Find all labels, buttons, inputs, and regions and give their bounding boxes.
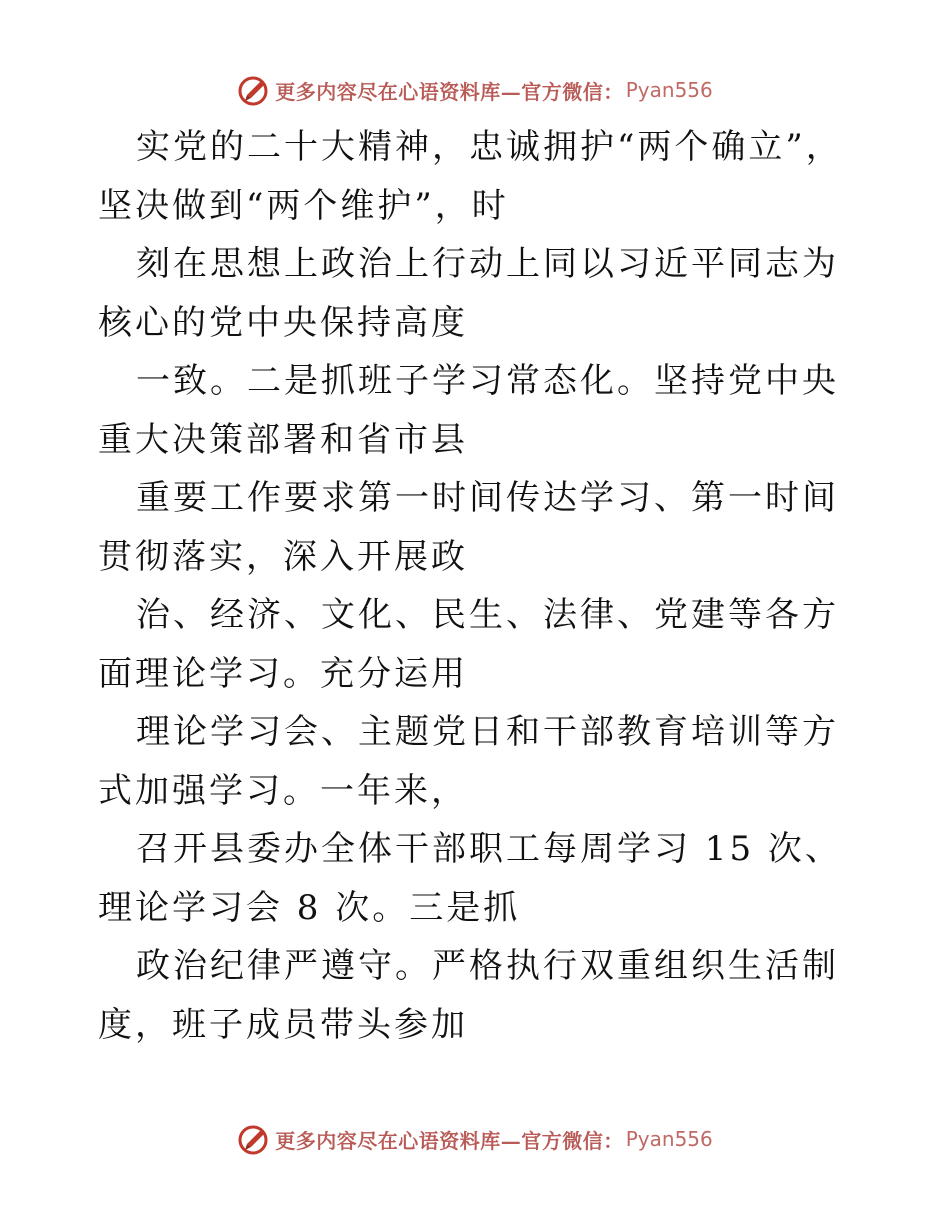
- document-body: [98, 118, 858, 1054]
- footer-banner-text: 更多内容尽在心语资料库—官方微信：: [275, 1128, 624, 1153]
- paragraph: 召开县委办全体干部职工每周学习 15 次、理论学习会 8 次。三是抓: [98, 829, 842, 928]
- paragraph: 实党的二十大精神，忠诚拥护“两个确立”，坚决做到“两个维护”，时: [98, 127, 843, 226]
- pen-logo-icon: [237, 73, 271, 107]
- paragraph: 治、经济、文化、民生、法律、党建等各方面理论学习。充分运用: [98, 595, 839, 694]
- header-banner: [0, 70, 950, 110]
- paragraph: 刻在思想上政治上行动上同以习近平同志为核心的党中央保持高度: [98, 244, 839, 343]
- paragraph: 重要工作要求第一时间传达学习、第一时间贯彻落实，深入开展政: [98, 478, 839, 577]
- paragraph: 理论学习会、主题党日和干部教育培训等方式加强学习。一年来，: [98, 712, 839, 811]
- paragraph: 政治纪律严遵守。严格执行双重组织生活制度，班子成员带头参加: [98, 946, 839, 1045]
- pen-logo-icon: [237, 1122, 271, 1156]
- header-banner-text: 更多内容尽在心语资料库—官方微信：: [275, 79, 624, 104]
- footer-banner: [0, 1119, 950, 1159]
- footer-wechat-id: Pyan556: [625, 1127, 713, 1151]
- paragraph: 一致。二是抓班子学习常态化。坚持党中央重大决策部署和省市县: [98, 361, 839, 460]
- header-wechat-id: Pyan556: [625, 78, 713, 102]
